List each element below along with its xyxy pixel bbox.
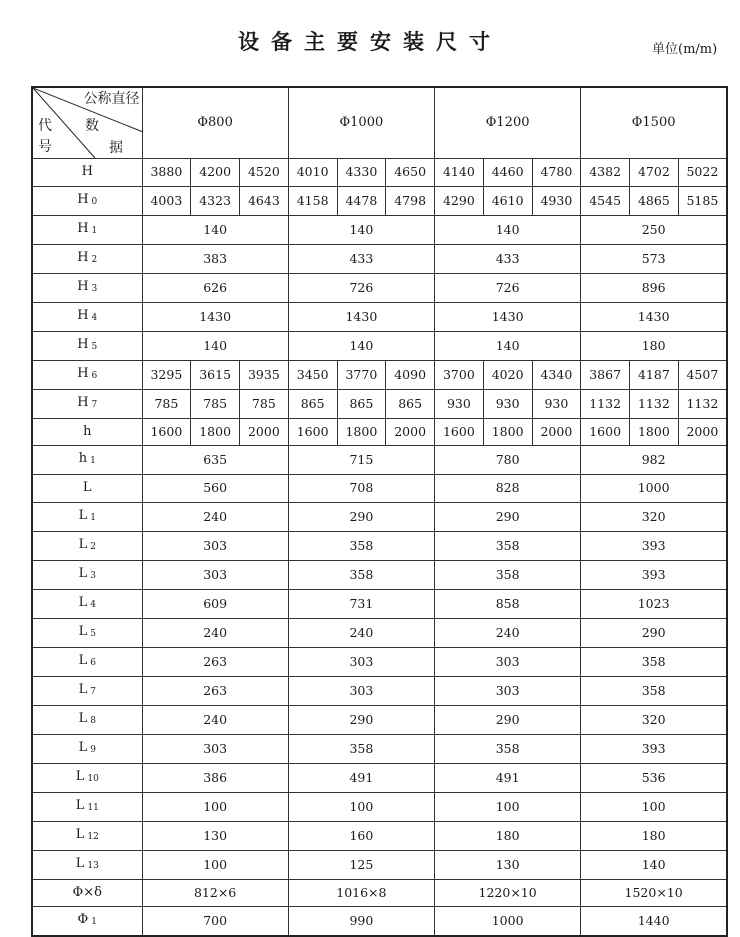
value-cell: 708: [288, 475, 434, 503]
row-code: H: [77, 394, 89, 410]
value-cell: 1600: [288, 418, 337, 446]
value-cell: 4020: [483, 360, 532, 389]
table-row: [32, 850, 727, 879]
value-cell: 609: [142, 589, 288, 618]
corner-header-cell: [32, 87, 142, 159]
value-cell: 726: [435, 273, 581, 302]
value-cell: 1016×8: [288, 879, 434, 907]
corner-label-dai: 代: [38, 118, 52, 134]
row-code-subscript: 3: [90, 570, 96, 581]
row-code-cell: [32, 159, 142, 187]
row-code-subscript: 5: [90, 628, 96, 639]
value-cell: 180: [581, 331, 727, 360]
value-cell: 100: [142, 850, 288, 879]
document-title: 设备主要安装尺寸: [238, 30, 502, 54]
row-code: L: [78, 681, 88, 697]
value-cell: 4507: [678, 360, 727, 389]
row-code-cell: [32, 446, 142, 475]
value-cell: 130: [142, 821, 288, 850]
value-cell: 393: [581, 531, 727, 560]
row-code-subscript: 6: [90, 657, 96, 668]
row-code-subscript: 2: [90, 541, 96, 552]
row-code: h: [83, 423, 92, 439]
value-cell: 140: [435, 215, 581, 244]
table-row: [32, 676, 727, 705]
row-code-cell: [32, 676, 142, 705]
value-cell: 386: [142, 763, 288, 792]
row-code: L: [78, 623, 88, 639]
corner-label-nominal-diameter: 公称直径: [83, 91, 140, 107]
value-cell: 3935: [240, 360, 289, 389]
value-cell: 715: [288, 446, 434, 475]
value-cell: 1132: [581, 389, 630, 418]
value-cell: 250: [581, 215, 727, 244]
row-code-cell: [32, 792, 142, 821]
row-code-subscript: 6: [91, 370, 98, 381]
value-cell: 180: [435, 821, 581, 850]
value-cell: 896: [581, 273, 727, 302]
value-cell: 1430: [142, 302, 288, 331]
value-cell: 865: [386, 389, 435, 418]
value-cell: 303: [142, 560, 288, 589]
group-header-1000: Φ1000: [288, 87, 434, 159]
value-cell: 536: [581, 763, 727, 792]
value-cell: 1430: [581, 302, 727, 331]
row-code-subscript: 4: [90, 599, 96, 610]
value-cell: 4702: [630, 159, 679, 187]
row-code-cell: [32, 244, 142, 273]
value-cell: 865: [288, 389, 337, 418]
value-cell: 4520: [240, 159, 289, 187]
value-cell: 1220×10: [435, 879, 581, 907]
value-cell: 100: [142, 792, 288, 821]
row-code: L: [75, 826, 85, 842]
value-cell: 303: [288, 647, 434, 676]
row-code-subscript: 1: [90, 512, 96, 523]
table-row: [32, 389, 727, 418]
table-row: [32, 531, 727, 560]
row-code-cell: [32, 850, 142, 879]
row-code: H: [81, 164, 93, 180]
value-cell: 100: [435, 792, 581, 821]
value-cell: 1800: [337, 418, 386, 446]
row-code-cell: [32, 705, 142, 734]
value-cell: 4545: [581, 186, 630, 215]
table-row: [32, 186, 727, 215]
row-code: H: [77, 278, 89, 294]
value-cell: 4460: [483, 159, 532, 187]
value-cell: 982: [581, 446, 727, 475]
value-cell: 320: [581, 705, 727, 734]
row-code-cell: [32, 647, 142, 676]
table-row: [32, 907, 727, 937]
value-cell: 930: [532, 389, 581, 418]
value-cell: 383: [142, 244, 288, 273]
value-cell: 1430: [435, 302, 581, 331]
row-code: H: [77, 336, 89, 352]
row-code: H: [77, 249, 89, 265]
value-cell: 358: [288, 531, 434, 560]
corner-label-hao: 号: [38, 139, 52, 155]
value-cell: 240: [288, 618, 434, 647]
row-code-subscript: 8: [90, 715, 96, 726]
value-cell: 290: [435, 705, 581, 734]
value-cell: 140: [435, 331, 581, 360]
value-cell: 303: [142, 734, 288, 763]
value-cell: 358: [435, 560, 581, 589]
row-code-subscript: 13: [87, 860, 99, 871]
table-body: [32, 159, 727, 937]
corner-label-shu: 数: [85, 118, 99, 134]
table-row: [32, 331, 727, 360]
value-cell: 303: [288, 676, 434, 705]
value-cell: 726: [288, 273, 434, 302]
row-code-cell: [32, 907, 142, 937]
value-cell: 240: [142, 618, 288, 647]
row-code-subscript: 12: [87, 831, 99, 842]
value-cell: 5022: [678, 159, 727, 187]
row-code-cell: [32, 560, 142, 589]
value-cell: 393: [581, 560, 727, 589]
value-cell: 1800: [630, 418, 679, 446]
group-header-1200: Φ1200: [435, 87, 581, 159]
value-cell: 290: [288, 705, 434, 734]
value-cell: 4382: [581, 159, 630, 187]
value-cell: 4798: [386, 186, 435, 215]
value-cell: 990: [288, 907, 434, 937]
value-cell: 3880: [142, 159, 191, 187]
value-cell: 1600: [581, 418, 630, 446]
table-row: [32, 763, 727, 792]
value-cell: 865: [337, 389, 386, 418]
table-row: [32, 360, 727, 389]
table-row: [32, 302, 727, 331]
value-cell: 4865: [630, 186, 679, 215]
value-cell: 433: [288, 244, 434, 273]
header-row: [32, 87, 727, 159]
row-code-subscript: 11: [87, 802, 99, 813]
value-cell: 140: [581, 850, 727, 879]
table-row: [32, 589, 727, 618]
row-code: L: [78, 739, 88, 755]
group-header-1500: Φ1500: [581, 87, 727, 159]
group-header-800: Φ800: [142, 87, 288, 159]
value-cell: 320: [581, 502, 727, 531]
value-cell: 140: [142, 215, 288, 244]
table-row: [32, 502, 727, 531]
row-code: H: [77, 365, 89, 381]
row-code-subscript: 3: [91, 283, 98, 294]
value-cell: 3770: [337, 360, 386, 389]
value-cell: 1000: [435, 907, 581, 937]
value-cell: 140: [288, 331, 434, 360]
value-cell: 358: [288, 734, 434, 763]
row-code-cell: [32, 273, 142, 302]
value-cell: 3450: [288, 360, 337, 389]
value-cell: 2000: [386, 418, 435, 446]
row-code-subscript: 7: [91, 399, 98, 410]
value-cell: 491: [435, 763, 581, 792]
value-cell: 4290: [435, 186, 484, 215]
table-row: [32, 475, 727, 503]
table-row: [32, 159, 727, 187]
row-code-subscript: 1: [91, 917, 97, 927]
row-code-subscript: 2: [91, 254, 98, 265]
value-cell: 100: [581, 792, 727, 821]
value-cell: 4200: [191, 159, 240, 187]
value-cell: 4010: [288, 159, 337, 187]
row-code-cell: [32, 734, 142, 763]
row-code: L: [78, 594, 88, 610]
value-cell: 4158: [288, 186, 337, 215]
value-cell: 160: [288, 821, 434, 850]
value-cell: 4140: [435, 159, 484, 187]
row-code-cell: [32, 502, 142, 531]
row-code: L: [78, 652, 88, 668]
table-row: [32, 647, 727, 676]
row-code: L: [78, 710, 88, 726]
row-code-subscript: 4: [91, 312, 98, 323]
value-cell: 290: [288, 502, 434, 531]
value-cell: 785: [240, 389, 289, 418]
value-cell: 4340: [532, 360, 581, 389]
unit-label: 单位(m/m): [652, 42, 718, 57]
row-code-subscript: 1: [90, 456, 96, 466]
row-code-cell: [32, 418, 142, 446]
row-code: L: [78, 536, 88, 552]
value-cell: 812×6: [142, 879, 288, 907]
row-code-subscript: 9: [90, 744, 96, 755]
value-cell: 4323: [191, 186, 240, 215]
value-cell: 180: [581, 821, 727, 850]
value-cell: 1000: [581, 475, 727, 503]
value-cell: 358: [581, 647, 727, 676]
value-cell: 263: [142, 676, 288, 705]
row-code-cell: [32, 475, 142, 503]
value-cell: 2000: [678, 418, 727, 446]
table-row: [32, 618, 727, 647]
corner-label-ju: 据: [109, 140, 123, 156]
value-cell: 4780: [532, 159, 581, 187]
value-cell: 358: [435, 531, 581, 560]
value-cell: 785: [142, 389, 191, 418]
row-code-subscript: 0: [91, 196, 98, 207]
table-row: [32, 244, 727, 273]
value-cell: 1800: [191, 418, 240, 446]
value-cell: 1132: [678, 389, 727, 418]
value-cell: 1600: [435, 418, 484, 446]
table-row: [32, 273, 727, 302]
row-code: Φ×δ: [72, 884, 102, 900]
value-cell: 433: [435, 244, 581, 273]
value-cell: 303: [435, 647, 581, 676]
value-cell: 635: [142, 446, 288, 475]
row-code-cell: [32, 331, 142, 360]
row-code-cell: [32, 821, 142, 850]
table-row: [32, 418, 727, 446]
row-code: Φ: [77, 912, 89, 927]
value-cell: 560: [142, 475, 288, 503]
table-row: [32, 560, 727, 589]
value-cell: 1023: [581, 589, 727, 618]
value-cell: 2000: [240, 418, 289, 446]
value-cell: 1430: [288, 302, 434, 331]
table-row: [32, 879, 727, 907]
row-code: L: [75, 768, 85, 784]
row-code-subscript: 7: [90, 686, 96, 697]
value-cell: 930: [435, 389, 484, 418]
table-row: [32, 734, 727, 763]
value-cell: 3295: [142, 360, 191, 389]
row-code: H: [77, 307, 89, 323]
value-cell: 290: [435, 502, 581, 531]
value-cell: 858: [435, 589, 581, 618]
value-cell: 4187: [630, 360, 679, 389]
row-code: h: [78, 451, 88, 466]
value-cell: 573: [581, 244, 727, 273]
value-cell: 3867: [581, 360, 630, 389]
table-row: [32, 215, 727, 244]
row-code-cell: [32, 879, 142, 907]
value-cell: 1132: [630, 389, 679, 418]
table-row: [32, 705, 727, 734]
value-cell: 240: [435, 618, 581, 647]
value-cell: 4090: [386, 360, 435, 389]
value-cell: 358: [581, 676, 727, 705]
value-cell: 303: [142, 531, 288, 560]
value-cell: 3615: [191, 360, 240, 389]
value-cell: 491: [288, 763, 434, 792]
row-code-subscript: 10: [87, 773, 99, 784]
row-code: H: [77, 220, 89, 236]
row-code: H: [77, 191, 89, 207]
value-cell: 290: [581, 618, 727, 647]
row-code-cell: [32, 763, 142, 792]
value-cell: 1800: [483, 418, 532, 446]
row-code: L: [75, 797, 85, 813]
value-cell: 626: [142, 273, 288, 302]
value-cell: 240: [142, 705, 288, 734]
table-row: [32, 821, 727, 850]
value-cell: 4610: [483, 186, 532, 215]
row-code-cell: [32, 302, 142, 331]
row-code-cell: [32, 531, 142, 560]
row-code-subscript: 5: [91, 341, 98, 352]
value-cell: 3700: [435, 360, 484, 389]
row-code: L: [78, 565, 88, 581]
value-cell: 130: [435, 850, 581, 879]
value-cell: 393: [581, 734, 727, 763]
value-cell: 140: [288, 215, 434, 244]
row-code: L: [78, 507, 88, 523]
value-cell: 4330: [337, 159, 386, 187]
value-cell: 303: [435, 676, 581, 705]
table-row: [32, 446, 727, 475]
value-cell: 140: [142, 331, 288, 360]
row-code-cell: [32, 389, 142, 418]
value-cell: 4930: [532, 186, 581, 215]
value-cell: 358: [435, 734, 581, 763]
row-code: L: [82, 480, 92, 496]
value-cell: 930: [483, 389, 532, 418]
value-cell: 1600: [142, 418, 191, 446]
value-cell: 4478: [337, 186, 386, 215]
value-cell: 358: [288, 560, 434, 589]
value-cell: 4650: [386, 159, 435, 187]
value-cell: 700: [142, 907, 288, 937]
value-cell: 4643: [240, 186, 289, 215]
value-cell: 100: [288, 792, 434, 821]
value-cell: 731: [288, 589, 434, 618]
value-cell: 125: [288, 850, 434, 879]
value-cell: 785: [191, 389, 240, 418]
value-cell: 240: [142, 502, 288, 531]
row-code-subscript: 1: [91, 225, 98, 236]
value-cell: 780: [435, 446, 581, 475]
value-cell: 5185: [678, 186, 727, 215]
value-cell: 4003: [142, 186, 191, 215]
row-code-cell: [32, 360, 142, 389]
row-code-cell: [32, 215, 142, 244]
value-cell: 2000: [532, 418, 581, 446]
value-cell: 828: [435, 475, 581, 503]
row-code-cell: [32, 618, 142, 647]
row-code: L: [75, 855, 85, 871]
row-code-cell: [32, 589, 142, 618]
value-cell: 1520×10: [581, 879, 727, 907]
installation-dimensions-table: [31, 86, 728, 937]
value-cell: 263: [142, 647, 288, 676]
row-code-cell: [32, 186, 142, 215]
table-row: [32, 792, 727, 821]
value-cell: 1440: [581, 907, 727, 937]
